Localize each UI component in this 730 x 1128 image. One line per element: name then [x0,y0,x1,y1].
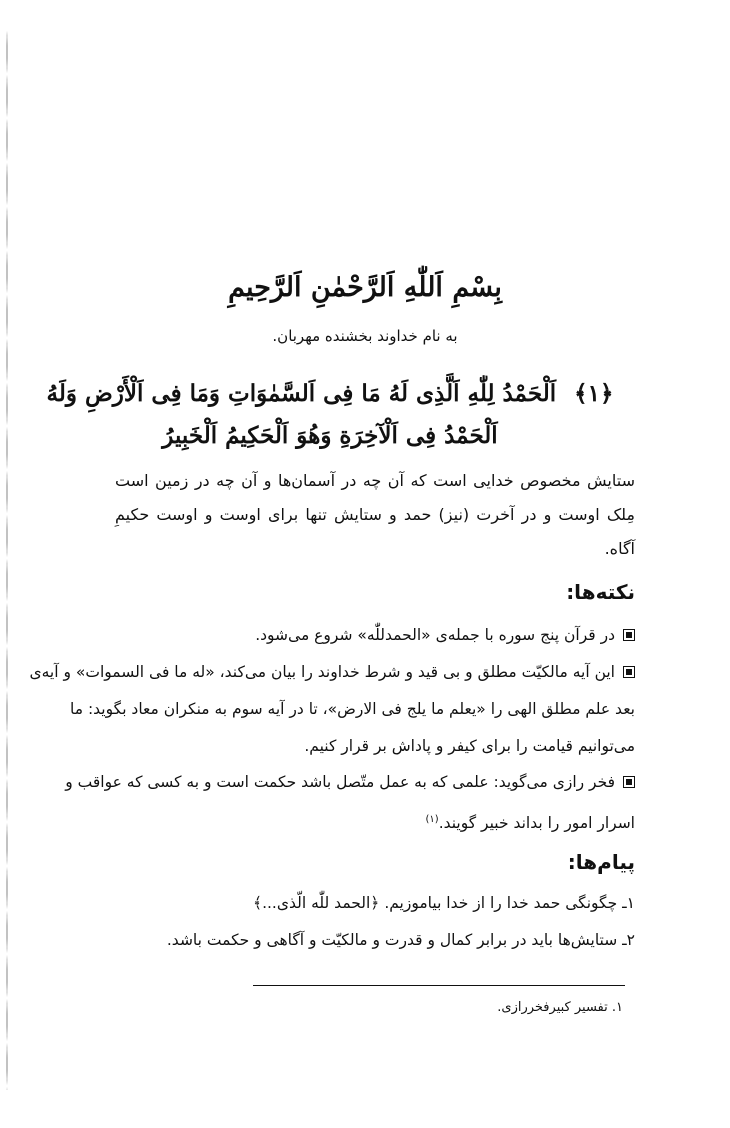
footnote-divider [253,985,625,986]
verse-number: ﴿۱﴾ [574,380,614,407]
notes-heading: نکته‌ها: [566,580,635,604]
footnote-reference: (۱) [425,814,439,825]
note-item [25,654,635,765]
note-item [25,764,635,842]
message-item: ۱ـ چگونگی حمد خدا را از خدا بیاموزیم. ﴿الحمد للّٰه الّذی...﴾ [253,894,635,912]
basmala-translation: به نام خداوند بخشنده مهربان. [272,327,458,345]
verse-text: اَلْحَمْدُ لِلّٰهِ اَلَّذِى لَهُ مَا فِى اَلسَّمٰوَاتِ وَمَا فِى اَلْأَرْضِ وَلَهُ اَلْحَمْدُ فِى اَلْآخِرَةِ وَهُوَ اَلْحَكِيمُ اَلْخَبِيرُ [46,380,557,449]
note-text: فخر رازی می‌گوید: علمی که به عمل متّصل باشد حکمت است و به کسی که عواقب و اسرار امور را بداند خبیر گویند. [65,773,635,833]
messages-heading: پیام‌ها: [567,850,635,874]
footnote-text: ۱. تفسیر کبیرفخررازی. [497,1000,623,1015]
verse-translation: ستایش مخصوص خدایی است که آن چه در آسمان‌ها و آن چه در زمین است مِلک اوست و در آخرت (نیز) حمد و ستایش تنها برای اوست و اوست حکیمِ آگاه. [115,471,635,558]
square-bullet-icon [623,629,635,641]
note-text: در قرآن پنج سوره با جمله‌ی «الحمدللّٰه» شروع می‌شود. [255,626,615,644]
page-edge-marks [6,30,8,1090]
note-item [25,617,635,654]
message-item: ۲ـ ستایش‌ها باید در برابر کمال و قدرت و مالکیّت و آگاهی و حکمت باشد. [166,931,635,949]
basmala-heading: بِسْمِ اَللّٰهِ اَلرَّحْمٰنِ اَلرَّحِيمِ [228,272,502,303]
square-bullet-icon [623,776,635,788]
verse-arabic [20,373,640,457]
note-text: این آیه مالکیّت مطلق و بی قید و شرط خداوند را بیان می‌کند، «له ما فی السموات» و آیه‌ی بعد علم مطلق الهی را «یعلم ما یلج فی الارض»، تا در آیه سوم به منکران معاد بگوید: ما می‌توانیم قیامت را برای کیفر و پاداش بر قرار کنیم. [29,663,635,755]
square-bullet-icon [623,666,635,678]
